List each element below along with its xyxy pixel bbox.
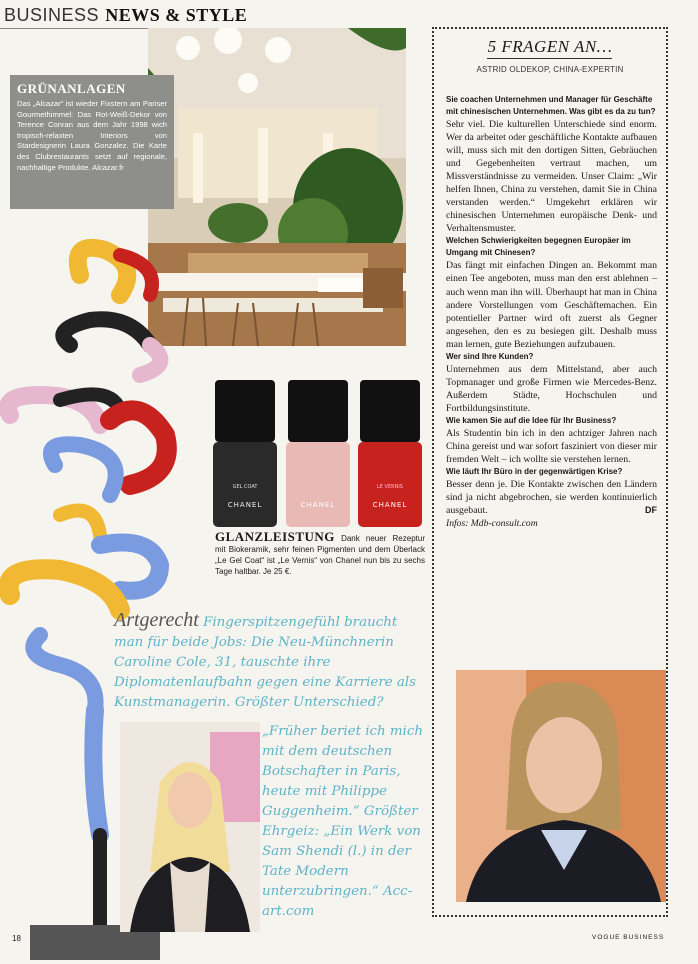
artgerecht-intro — [114, 610, 430, 713]
magazine-footer: VOGUE BUSINESS — [592, 934, 665, 941]
interview-question-4: Wie kamen Sie auf die Idee für Ihr Business? — [446, 415, 617, 425]
section-name: BUSINESS — [4, 5, 100, 25]
astrid-oldekop-photo — [456, 670, 666, 902]
interview-title-rule — [487, 58, 612, 59]
glanzleistung-caption — [215, 531, 425, 577]
gruenanlagen-box — [10, 75, 174, 209]
interview-body — [446, 94, 657, 530]
glanzleistung-title: GLANZLEISTUNG — [215, 529, 335, 544]
interview-question-5: Wie läuft Ihr Büro in der gegenwärtigen Krise? — [446, 467, 623, 477]
polish-brand-2: CHANEL — [300, 501, 336, 509]
interview-answer-1: Sehr viel. Die kulturellen Unterschiede sind enorm. Wer da arbeitet oder geschäftliche Kontakte aufbauen will, muss sich mit den dortigen Sitten, Gebräuchen und Gegebenheiten vertraut machen, um Missverständnisse zu vermeiden. Unser Claim: „Wir helfen Ihnen, China zu verstehen, damit Sie in China verstanden werden.“ Umgekehrt erklären wir chinesischen Unternehmen europäische Denk- und Verhaltensmuster. — [446, 119, 657, 235]
artgerecht-title: Artgerecht — [114, 609, 199, 631]
artgerecht-quote: „Früher beriet ich mich mit dem deutschen Botschafter in Paris, heute mit Philippe Guggenheim.“ Größter Ehrgeiz: „Ein Werk von Sam Shendi (l.) in der Tate Modern unterzubringen.“ Acc-art.com — [262, 724, 423, 919]
interview-answer-2: Das fängt mit einfachen Dingen an. Bekommt man einen Tee angeboten, muss man den erst ablehnen – auch wenn man ihn will. Überhaupt hat man in China andere Vorstellungen vom Geschäftemachen. Ein potentieller Partner wird oft zuerst als Gegner angesehen, den es zu besiegen gilt. Deshalb muss man lernen, gute Beziehungen aufzubauen. — [446, 260, 657, 350]
section-title: NEWS & STYLE — [105, 5, 248, 25]
interview-question-2: Welchen Schwierigkeiten begegnen Europäer im Umgang mit Chinesen? — [446, 236, 631, 258]
interview-question-1: Sie coachen Unternehmen und Manager für Geschäfte mit chinesischen Unternehmen. Was gibt es da zu tun? — [446, 95, 656, 116]
gruenanlagen-title: GRÜNANLAGEN — [17, 81, 126, 96]
polish-brand-3: CHANEL — [372, 501, 408, 509]
interview-question-3: Wer sind Ihre Kunden? — [446, 351, 534, 361]
author-signature: DF — [645, 505, 657, 516]
interview-infos: Infos: Mdb-consult.com — [446, 518, 538, 530]
polish-brand-1: CHANEL — [227, 501, 263, 509]
interview-answer-4: Als Studentin bin ich in den achtziger Jahren nach China gereist und war sofort fasziniert von dieser mir fremden Welt – ich wollte sie verstehen lernen. — [446, 427, 657, 466]
page-number: 18 — [12, 934, 21, 943]
polish-label-1: GEL COAT — [232, 484, 258, 490]
caroline-cole-photo — [120, 722, 260, 932]
polish-bottle-3 — [358, 380, 422, 527]
glanzleistung-text: Dank neuer Rezeptur mit Biokeramik, sehr feinen Pigmenten und dem Überlack „Le Gel Coat“ ist „Le Vernis“ von Chanel nun bis zu sechs Tage haltbar. Je 25 €. — [215, 534, 425, 576]
nail-polish-photo — [210, 375, 425, 530]
interview-answer-3: Unternehmen aus dem Mittelstand, aber auch Topmanager und große Firmen wie Mercedes-Benz. Außerdem Städte, Hochschulen und Fortbildungsinstitute. — [446, 363, 657, 414]
polish-bottle-1 — [213, 380, 277, 527]
interview-answer-5 — [446, 478, 657, 517]
interview-title: 5 FRAGEN AN… — [487, 37, 613, 56]
gruenanlagen-text: Das „Alcazar“ ist wieder Fixstern am Pariser Gourmethimmel: Das Rot-Weiß-Dekor von Terence Conran aus dem Jahr 1998 wich tropisch-relaxten Interiors von Stardesignerin Laura Gonzalez. Die Karte des Clubrestaurants setzt auf regionale, nachhaltige Produkte. Alcazar.fr — [17, 99, 167, 172]
polish-bottle-2 — [286, 380, 350, 527]
polish-label-3: LE VERNIS — [377, 484, 403, 490]
interview-subtitle: ASTRID OLDEKOP, CHINA-EXPERTIN — [476, 65, 624, 74]
interview-answer-5-text: Besser denn je. Die Kontakte zwischen den Ländern sind ja nicht abgebrochen, sie werden kontinuierlich ausgebaut. — [446, 479, 657, 517]
section-header — [4, 5, 247, 26]
artgerecht-intro-text: Fingerspitzengefühl braucht man für beide Jobs: Die Neu-Münchnerin Caroline Cole, 31, tauschte ihre Diplomatenlaufbahn gegen eine Karriere als Kunstmanagerin. Größter Unterschied? — [114, 615, 417, 710]
